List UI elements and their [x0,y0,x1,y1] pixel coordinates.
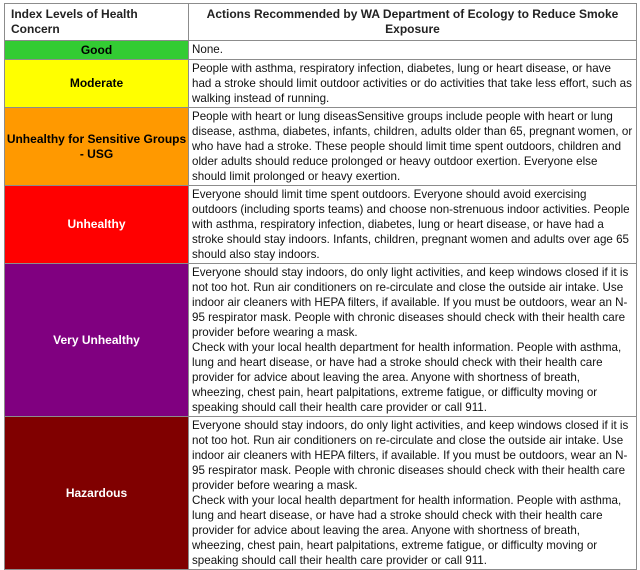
header-action: Actions Recommended by WA Department of Ecology to Reduce Smoke Exposure [189,4,637,41]
health-concern-table [4,3,637,570]
level-cell-hazardous [5,417,189,570]
level-label: Unhealthy for Sensitive Groups - USG [6,131,187,161]
action-text: People with heart or lung diseasSensitive groups include people with heart or lung disease, asthma, diabetes, infants, children, adults older than 65, pregnant women, or who have had a stroke. These people should limit time spent outdoors, children and older adults should reduce prolonged or heavy outdoor exertion. Everyone else should limit prolonged or heavy exertion. [192,110,633,183]
level-label: Unhealthy [67,217,126,231]
table-row [5,417,637,570]
action-cell [189,186,637,264]
table-header-row [5,4,637,41]
action-cell [189,417,637,570]
level-label: Moderate [69,76,124,90]
table-row [5,186,637,264]
level-cell-usg [5,108,189,186]
action-text: None. [192,43,223,56]
action-cell [189,41,637,60]
table-row [5,60,637,108]
level-cell-very-unhealthy [5,264,189,417]
action-cell [189,108,637,186]
action-text: Check with your local health department for health information. People with asthma, lung and heart disease, or have had a stroke should check with their health care provider for advice about leaving the area. Anyone with shortness of breath, wheezing, chest pain, heart palpitations, extreme fatigue, or difficulty moving or speaking should call their health care provider or call 911. [192,341,622,414]
action-text: Everyone should stay indoors, do only light activities, and keep windows closed if it is not too hot. Run air conditioners on re-circulate and close the outside air intake. Use indoor air cleaners with HEPA filters, if available. If you must be outdoors, wear an N-95 respirator mask. People with chronic diseases should check with their health care provider before wearing a mask. [192,419,629,492]
level-cell-good [5,41,189,60]
action-cell [189,60,637,108]
action-text: Check with your local health department for health information. People with asthma, lung and heart disease, or have had a stroke should check with their health care provider for advice about leaving the area. Anyone with shortness of breath, wheezing, chest pain, heart palpitations, extreme fatigue, or difficulty moving or speaking should call their health care provider or call 911. [192,494,622,567]
level-label: Hazardous [65,485,128,500]
action-text: Everyone should limit time spent outdoors. Everyone should avoid exercising outdoors (including sports teams) and choose non-strenuous indoor activities. People with asthma, respiratory infection, diabetes, lung or heart disease, or have had a stroke should stay indoors. Infants, children, pregnant women and adults over age 65 should also stay indoors. [192,188,630,261]
header-level: Index Levels of Health Concern [5,4,189,41]
action-cell [189,264,637,417]
level-cell-moderate [5,60,189,108]
action-text: Everyone should stay indoors, do only light activities, and keep windows closed if it is not too hot. Run air conditioners on re-circulate and close the outside air intake. Use indoor air cleaners with HEPA filters, if available. If you must be outdoors, wear an N-95 respirator mask. People with chronic diseases should check with their health care provider before wearing a mask. [192,266,629,339]
level-label: Good [80,42,113,57]
table-row [5,41,637,60]
table-row [5,108,637,186]
action-text: People with asthma, respiratory infection, diabetes, lung or heart disease, or have had a stroke should limit outdoor activities or do activities that take less effort, such as walking instead of running. [192,62,632,105]
level-cell-unhealthy [5,186,189,264]
level-label: Very Unhealthy [53,332,140,347]
table-row [5,264,637,417]
